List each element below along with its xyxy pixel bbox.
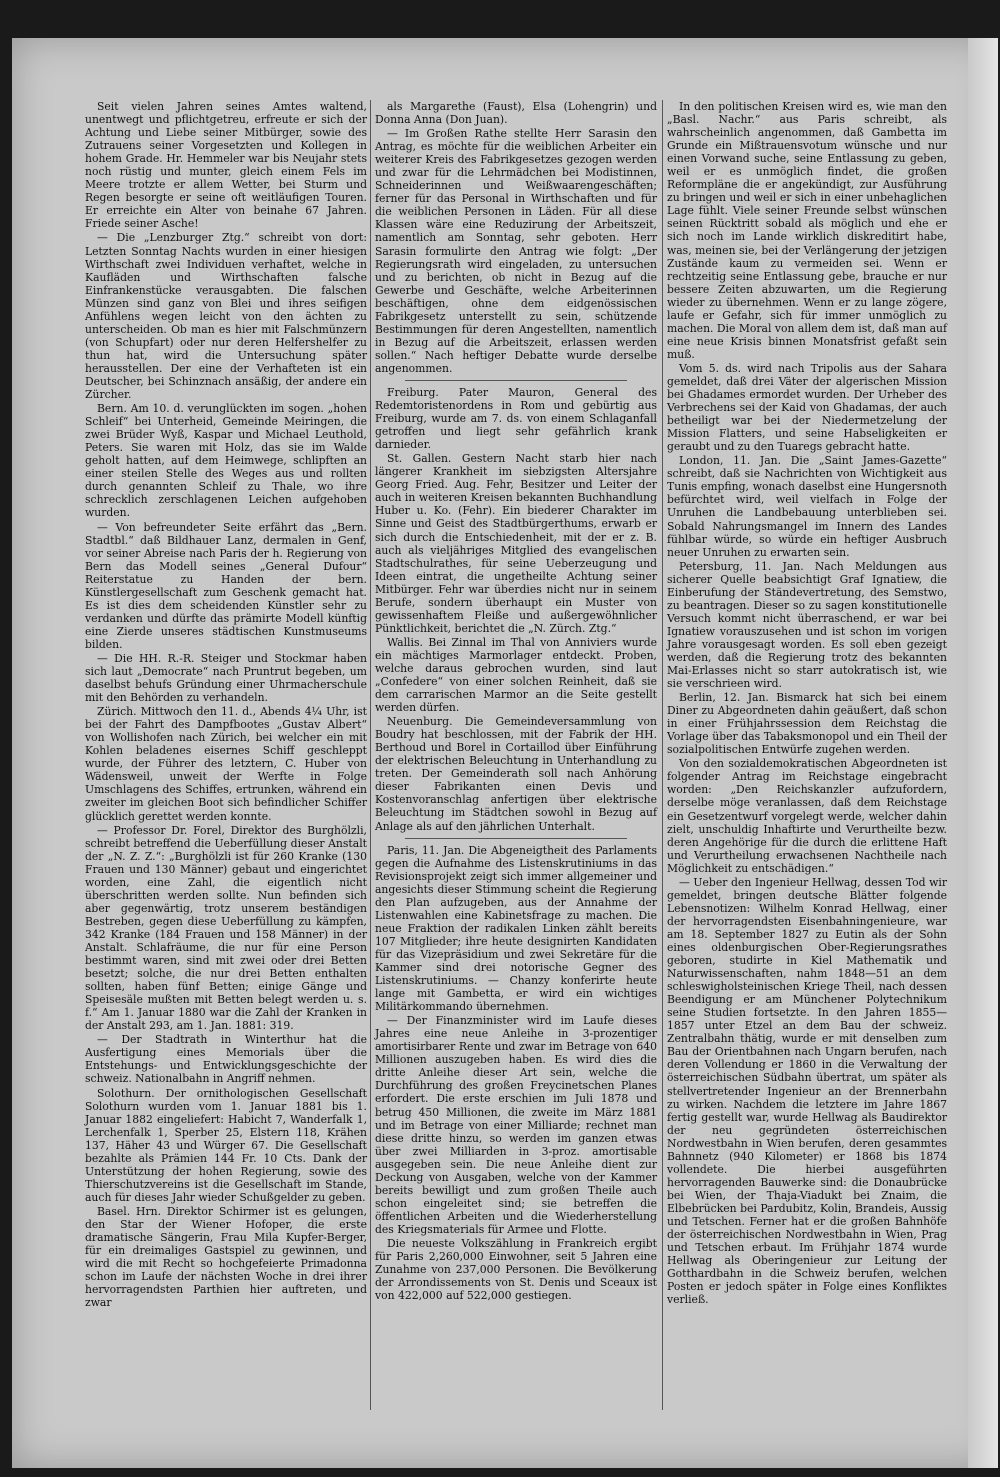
article-paragraph: Paris, 11. Jan. Die Abgeneigtheit des Parlaments gegen die Aufnahme des Listenskrutiniums in das Revisionsprojekt zeigt sich immer allgemeiner und angesichts dieser Stimmung scheint die Regierung den Plan aufzugeben, aus der Annahme der Listenwahlen eine Kabinetsfrage zu machen. Die neue Fraktion der radikalen Linken zählt bereits 107 Mitglieder; ihre heute designirten Kandidaten für das Vizepräsidium und zwei Sekretäre für die Kammer sind drei notorische Gegner des Listenskrutiniums. — Chanzy konferirte heute lange mit Gambetta, er wird ein wichtiges Militärkommando übernehmen. bbox=[375, 843, 657, 1014]
article-paragraph: Berlin, 12. Jan. Bismarck hat sich bei einem Diner zu Abgeordneten dahin geäußert, daß schon in einer Frühjahrssession dem Reichstag die Vorlage über das Tabaksmonopol und ein Theil der sozialpolitischen Entwürfe zugehen werden. bbox=[667, 691, 947, 757]
article-paragraph: — Der Finanzminister wird im Laufe dieses Jahres eine neue Anleihe in 3-prozentiger amortisirbarer Rente und zwar im Betrage von 640 Millionen auszugeben haben. Es wird dies die dritte Anleihe dieser Art sein, welche die Durchführung des großen Freycinetschen Planes erfordert. Die erste erschien im Juli 1878 und betrug 450 Millionen, die zweite im März 1881 und im Betrage von einer Milliarde; rechnet man diese dritte hinzu, so werden im ganzen etwas über zwei Milliarden in 3-proz. amortisable ausgegeben sein. Die neue Anleihe dient zur Deckung von Ausgaben, welche von der Kammer bereits bewilligt und zum großen Theile auch schon eingeleitet sind; sie betreffen die öffentlichen Arbeiten und die Wiederherstellung des Kriegsmaterials für Armee und Flotte. bbox=[375, 1014, 657, 1236]
article-paragraph: In den politischen Kreisen wird es, wie man den „Basl. Nachr.“ aus Paris schreibt, als wahrscheinlich angenommen, daß Gambetta im Grunde ein Mißtrauensvotum wünsche und nur einen Vorwand suche, seine Entlassung zu geben, weil er es unmöglich findet, die großen Reformpläne die er angekündigt, zur Ausführung zu bringen und weil er sich in einer unbehaglichen Lage fühlt. Viele seiner Freunde selbst wünschen seinen Rücktritt sobald als möglich und ehe er sich noch im Lande wirklich diskreditirt habe, was, meinen sie, bei der Verlängerung der jetzigen Zustände kaum zu vermeiden sei. Wenn er rechtzeitig seine Entlassung gebe, brauche er nur bessere Zeiten abzuwarten, um die Regierung wieder zu übernehmen. Wenn er zu lange zögere, laufe er Gefahr, sich für immer unmöglich zu machen. Die Moral von allem dem ist, daß man auf eine neue Krisis binnen Monatsfrist gefaßt sein muß. bbox=[667, 100, 947, 361]
article-paragraph: Basel. Hrn. Direktor Schirmer ist es gelungen, den Star der Wiener Hofoper, die erste dramatische Sängerin, Frau Mila Kupfer-Berger, für ein dreimaliges Gastspiel zu gewinnen, und wird die mit Recht so hochgefeierte Primadonna schon im Laufe der nächsten Woche in drei ihrer hervorragendsten Parthien hier auftreten, und zwar bbox=[85, 1204, 367, 1310]
article-paragraph: London, 11. Jan. Die „Saint James-Gazette“ schreibt, daß sie Nachrichten von Wichtigkeit aus Tunis empfing, wonach daselbst eine Hungersnoth befürchtet wird, weil vielfach in Folge der Unruhen die Landbebauung unterblieben sei. Sobald Nahrungsmangel im Innern des Landes fühlbar würde, so würde ein heftiger Ausbruch neuer Unruhen zu erwarten sein. bbox=[667, 454, 947, 559]
article-paragraph: Wallis. Bei Zinnal im Thal von Anniviers wurde ein mächtiges Marmorlager entdeckt. Proben, welche daraus gebrochen wurden, sind laut „Confedere“ von einer solchen Reinheit, daß sie dem carrarischen Marmor an die Seite gestellt werden dürfen. bbox=[375, 635, 657, 715]
article-paragraph: Die neueste Volkszählung in Frankreich ergibt für Paris 2,260,000 Einwohner, seit 5 Jahren eine Zunahme von 237,000 Personen. Die Bevölkerung der Arrondissements von St. Denis und Sceaux ist von 422,000 auf 522,000 gestiegen. bbox=[375, 1236, 657, 1303]
article-paragraph: St. Gallen. Gestern Nacht starb hier nach längerer Krankheit im siebzigsten Altersjahre Georg Fried. Aug. Fehr, Besitzer und Leiter der auch in weiteren Kreisen bekannten Buchhandlung Huber u. Ko. (Fehr). Ein biederer Charakter im Sinne und Geist des Stadtbürgerthums, erwarb er sich durch die Entschiedenheit, mit der er z. B. auch als vieljähriges Mitglied des evangelischen Stadtschulrathes, für seine Ueberzeugung und Ideen eintrat, die ungetheilte Achtung seiner Mitbürger. Fehr war überdies nicht nur in seinem Berufe, sondern überhaupt ein Muster von gewissenhaftem Fleiße und außergewöhnlicher Pünktlichkeit, berichtet die „N. Zürch. Ztg.“ bbox=[375, 452, 657, 635]
column-3 bbox=[667, 100, 947, 1306]
section-divider bbox=[405, 838, 627, 839]
article-paragraph: — Ueber den Ingenieur Hellwag, dessen Tod wir gemeldet, bringen deutsche Blätter folgende Lebensnotizen: Wilhelm Konrad Hellwag, einer der hervorragendsten Eisenbahningenieure, war am 18. September 1827 zu Eutin als der Sohn eines oldenburgischen Ober-Regierungsrathes geboren, studirte in Kiel Mathematik und Naturwissenschaften, nahm 1848—51 an dem schleswigholsteinischen Kriege Theil, nach dessen Beendigung er am Münchener Polytechnikum seine Studien fortsetzte. In den Jahren 1855—1857 unter Etzel an dem Bau der schweiz. Zentralbahn thätig, wurde er mit denselben zum Bau der Orientbahnen nach Ungarn berufen, nach deren Vollendung er 1860 in die Verwaltung der österreichischen Südbahn übertrat, um später als stellvertretender Ingenieur an der Brennerbahn zu wirken. Nachdem die letztere im Jahre 1867 fertig gestellt war, wurde Hellwag als Baudirektor der neu gegründeten österreichischen Nordwestbahn in Wien berufen, deren gesammtes Bahnnetz (940 Kilometer) er 1868 bis 1874 vollendete. Die hierbei ausgeführten hervorragenden Bauwerke sind: die Donaubrücke bei Wien, der Thaja-Viadukt bei Znaim, die Elbebrücken bei Pardubitz, Kolin, Brandeis, Aussig und Tetschen. Ferner hat er die großen Bahnhöfe der österreichischen Nordwestbahn in Wien, Prag und Tetschen erbaut. Im Frühjahr 1874 wurde Hellwag als Oberingenieur zur Leitung der Gotthardbahn in die Schweiz berufen, welchen Posten er jedoch später in Folge eines Konfliktes verließ. bbox=[667, 875, 947, 1307]
article-paragraph: — Professor Dr. Forel, Direktor des Burghölzli, schreibt betreffend die Ueberfüllung dieser Anstalt der „N. Z. Z.“: „Burghölzli ist für 260 Kranke (130 Frauen und 130 Männer) gebaut und eingerichtet worden, eine Zahl, die eigentlich nicht überschritten werden sollte. Nun befinden sich aber gegenwärtig, trotz unserem beständigen Bestreben, gegen diese Ueberfüllung zu kämpfen, 342 Kranke (184 Frauen und 158 Männer) in der Anstalt. Schlafräume, die nur für eine Person bestimmt waren, sind mit zwei oder drei Betten besetzt; solche, die nur drei Betten enthalten sollten, haben fünf Betten; einige Gänge und Speisesäle mußten mit Betten belegt werden u. s. f.“ Am 1. Januar 1880 war die Zahl der Kranken in der Anstalt 293, am 1. Jan. 1881: 319. bbox=[85, 823, 367, 1033]
article-paragraph: Seit vielen Jahren seines Amtes waltend, unentwegt und pflichtgetreu, erfreute er sich der Achtung und Liebe seiner Mitbürger, sowie des Zutrauens seiner Vorgesetzten und Kollegen in hohem Grade. Hr. Hemmeler war bis Neujahr stets noch rüstig und munter, gleich einem Fels im Meere trotzte er allem Wetter, bei Sturm und Regen besorgte er seine oft weitläufigen Touren. Er erreichte ein Alter von beinahe 67 Jahren. Friede seiner Asche! bbox=[85, 100, 367, 231]
article-paragraph: Vom 5. ds. wird nach Tripolis aus der Sahara gemeldet, daß drei Väter der algerischen Mission bei Ghadames ermordet wurden. Der Urheber des Verbrechens sei der Kaid von Ghadamas, der auch betheiligt war bei der Niedermetzelung der Mission Flatters, und seine Habseligkeiten er geraubt und zu den Tuaregs gebracht hatte. bbox=[667, 361, 947, 454]
article-paragraph: — Im Großen Rathe stellte Herr Sarasin den Antrag, es möchte für die weiblichen Arbeiter ein weiterer Kreis des Fabrikgesetzes gezogen werden und zwar für die Lehrmädchen bei Modistinnen, Schneiderinnen und Weißwaarengeschäften; ferner für das Personal in Wirthschaften und für die weiblichen Personen in Läden. Für all diese Klassen wäre eine Reduzirung der Arbeitszeit, namentlich am Sonntag, sehr geboten. Herr Sarasin formulirte den Antrag wie folgt: „Der Regierungsrath wird eingeladen, zu untersuchen und zu berichten, ob nicht in Bezug auf die Gewerbe und Geschäfte, welche Arbeiterinnen beschäftigen, ohne dem eidgenössischen Fabrikgesetz unterstellt zu sein, schützende Bestimmungen für deren Angestellten, namentlich in Bezug auf die Arbeitszeit, erlassen werden sollen.“ Nach heftiger Debatte wurde derselbe angenommen. bbox=[375, 127, 657, 375]
column-divider-2 bbox=[662, 100, 663, 1410]
article-paragraph: — Die „Lenzburger Ztg.“ schreibt von dort: Letzten Sonntag Nachts wurden in einer hiesigen Wirthschaft zwei Individuen verhaftet, welche in Kaufläden und Wirthschaften falsche Einfrankenstücke verausgabten. Die falschen Münzen sind ganz von Blei und ihres seifigen Anfühlens wegen leicht von den ächten zu unterscheiden. Ob man es hier mit Falschmünzern (von Schupfart) oder nur deren Helfershelfer zu thun hat, wird die Untersuchung später herausstellen. Der eine der Verhafteten ist ein Deutscher, bei Schinznach ansäßig, der andere ein Zürcher. bbox=[85, 231, 367, 402]
page-edge bbox=[968, 38, 998, 1468]
article-paragraph: Bern. Am 10. d. verunglückten im sogen. „hohen Schleif“ bei Unterheid, Gemeinde Meiringen, die zwei Brüder Wyß, Kaspar und Michael Leuthold, Peters. Sie waren mit Holz, das sie im Walde geholt hatten, auf dem Heimwege, schlipften an einer steilen Stelle des Weges aus und rollten durch genannten Schleif zu Thale, wo ihre schrecklich zerschlagenen Leichen aufgehoben wurden. bbox=[85, 402, 367, 520]
article-paragraph: Solothurn. Der ornithologischen Gesellschaft Solothurn wurden vom 1. Januar 1881 bis 1. Januar 1882 eingeliefert: Habicht 7, Wanderfalk 1, Lerchenfalk 1, Sperber 25, Elstern 118, Krähen 137, Häher 43 und Würger 67. Die Gesellschaft bezahlte als Prämien 144 Fr. 10 Cts. Dank der Unterstützung der hohen Regierung, sowie des Thierschutzvereins ist die Gesellschaft im Stande, auch für dieses Jahr wieder Schußgelder zu geben. bbox=[85, 1086, 367, 1204]
article-paragraph: als Margarethe (Faust), Elsa (Lohengrin) und Donna Anna (Don Juan). bbox=[375, 100, 657, 127]
newspaper-page bbox=[12, 38, 998, 1468]
article-paragraph: Petersburg, 11. Jan. Nach Meldungen aus sicherer Quelle beabsichtigt Graf Ignatiew, die Einberufung der Ständevertretung, des Semstwo, zu beantragen. Dieser so zu sagen konstitutionelle Versuch kommt nicht überraschend, er war bei Ignatiew vorauszusehen und ist schon im vorigen Jahre vorausgesagt worden. Es soll eben gezeigt werden, daß die Regierung trotz des bekannten Mai-Erlasses nicht so starr autokratisch ist, wie sie verschrieen wird. bbox=[667, 559, 947, 691]
column-2 bbox=[375, 100, 657, 1302]
article-paragraph: Neuenburg. Die Gemeindeversammlung von Boudry hat beschlossen, mit der Fabrik der HH. Berthoud und Borel in Cortaillod über Einführung der elektrischen Beleuchtung in Unterhandlung zu treten. Der Gemeinderath soll nach Anhörung dieser Fabrikanten einen Devis und Kostenvoranschlag anfertigen über elektrische Beleuchtung im Städtchen sowohl in Bezug auf Anlage als auf den jährlichen Unterhalt. bbox=[375, 715, 657, 833]
column-divider-1 bbox=[370, 100, 371, 1410]
article-paragraph: — Der Stadtrath in Winterthur hat die Ausfertigung eines Memorials über die Entstehungs- und Entwicklungsgeschichte der schweiz. Nationalbahn in Angriff nehmen. bbox=[85, 1033, 367, 1086]
article-paragraph: — Die HH. R.-R. Steiger und Stockmar haben sich laut „Democrate“ nach Pruntrut begeben, um daselbst behufs Gründung einer Uhrmacherschule mit den Behörden zu verhandeln. bbox=[85, 651, 367, 705]
article-paragraph: — Von befreundeter Seite erfährt das „Bern. Stadtbl.“ daß Bildhauer Lanz, dermalen in Genf, vor seiner Abreise nach Paris der h. Regierung von Bern das Modell seines „General Dufour“ Reiterstatue zu Handen der bern. Künstlergesellschaft zum Geschenk gemacht hat. Es ist dies dem scheidenden Künstler sehr zu verdanken und dürfte das prämirte Modell künftig eine Zierde unseres städtischen Kunstmuseums bilden. bbox=[85, 520, 367, 651]
column-1 bbox=[85, 100, 367, 1309]
article-paragraph: Freiburg. Pater Mauron, General des Redemtoristenordens in Rom und gebürtig aus Freiburg, wurde am 7. ds. von einem Schlaganfall getroffen und liegt sehr gefährlich krank darnieder. bbox=[375, 385, 657, 452]
article-paragraph: Zürich. Mittwoch den 11. d., Abends 4¼ Uhr, ist bei der Fahrt des Dampfbootes „Gustav Albert“ von Wollishofen nach Zürich, bei welcher ein mit Kohlen beladenes eisernes Schiff geschleppt wurde, der Führer des letztern, C. Huber von Wädensweil, unweit der Werfte in Folge Umschlagens des Schiffes, ertrunken, während ein zweiter im gleichen Boot sich befindlicher Schiffer glücklich gerettet werden konnte. bbox=[85, 705, 367, 823]
section-divider bbox=[405, 380, 627, 381]
article-paragraph: Von den sozialdemokratischen Abgeordneten ist folgender Antrag im Reichstage eingebracht worden: „Den Reichskanzler aufzufordern, derselbe möge veranlassen, daß dem Reichstage ein Gesetzentwurf vorgelegt werde, welcher dahin zielt, unschuldig Inhaftirte und Verurtheilte bezw. deren Angehörige für die durch die erlittene Haft und Verurtheilung erwachsenen Nachtheile nach Möglichkeit zu entschädigen.“ bbox=[667, 757, 947, 875]
